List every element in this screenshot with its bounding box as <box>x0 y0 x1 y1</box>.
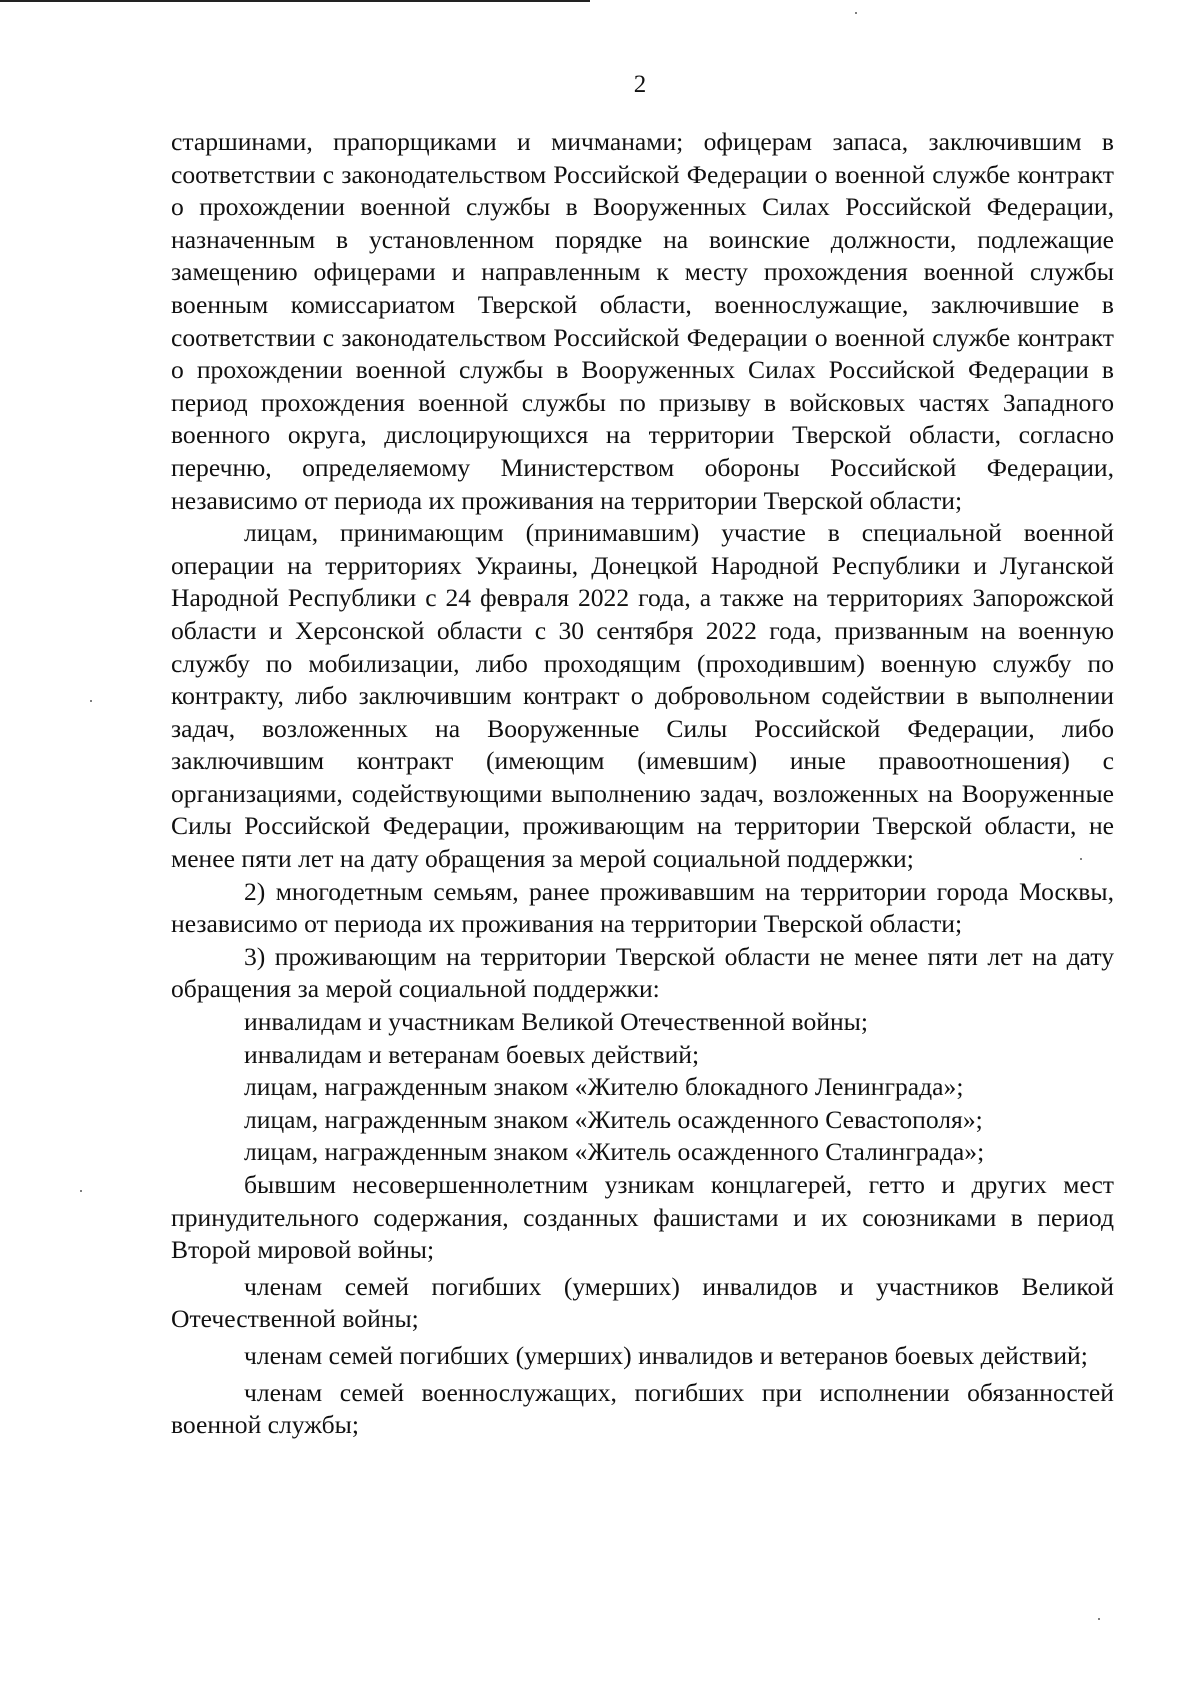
list-item-combat-veterans: инвалидам и ветеранам боевых действий; <box>244 1039 700 1069</box>
list-item-sevastopol: лицам, награжденным знаком «Житель осажденного Севастополя»; <box>244 1104 983 1134</box>
list-item-camp-prisoners: бывшим несовершеннолетним узникам концлагерей, гетто и других мест принудительного содержания, созданных фашистами и их союзниками в период Второй мировой войны; <box>171 1170 1114 1265</box>
scan-edge-line <box>0 0 590 2</box>
list-item-leningrad: лицам, награжденным знаком «Жителю блокадного Ленинграда»; <box>244 1072 964 1102</box>
paragraph-svo-participants: лицам, принимающим (принимавшим) участие в специальной военной операции на территориях Украины, Донецкой Народной Республики и Луганской Народной Республики с 24 февраля 2022 года, а также на территориях Запорожской области и Херсонской области с 30 сентября 2022 года, призванным на военную службу по мобилизации, либо проходящим (проходившим) военную службу по контракту, либо заключившим контракт о добровольном содействии в выполнении задач, возложенных на Вооруженные Силы Российской Федерации, либо заключившим контракт (имеющим (имевшим) иные правоотношения) с организациями, содействующими выполнению задач, возложенных на Вооруженные Силы Российской Федерации, проживающим на территории Тверской области, не менее пяти лет на дату обращения за мерой социальной поддержки; <box>171 518 1114 874</box>
list-item-wwii-families: членам семей погибших (умерших) инвалидов и участников Великой Отечественной войны; <box>171 1271 1114 1334</box>
paragraph-item-2: 2) многодетным семьям, ранее проживавшим на территории города Москвы, независимо от периода их проживания на территории Тверской области; <box>171 876 1114 939</box>
scan-speck <box>1080 858 1082 860</box>
scan-speck <box>1098 1618 1100 1620</box>
page-number: 2 <box>633 71 647 98</box>
paragraph-continuation: старшинами, прапорщиками и мичманами; офицерам запаса, заключившим в соответствии с законодательством Российской Федерации о военной службе контракт о прохождении военной службы в Вооруженных Силах Российской Федерации, назначенным в установленном порядке на воинские должности, подлежащие замещению офицерами и направленным к месту прохождения военной службы военным комиссариатом Тверской области, военнослужащие, заключившие в соответствии с законодательством Российской Федерации о военной службе контракт о прохождении военной службы в Вооруженных Силах Российской Федерации в период прохождения военной службы по призыву в войсковых частях Западного военного округа, дислоцирующихся на территории Тверской области, согласно перечню, определяемому Министерством обороны Российской Федерации, независимо от периода их проживания на территории Тверской области; <box>171 127 1114 515</box>
paragraph-item-3: 3) проживающим на территории Тверской области не менее пяти лет на дату обращения за мерой социальной поддержки: <box>171 941 1114 1004</box>
scan-speck <box>80 1190 82 1192</box>
list-item-stalingrad: лицам, награжденным знаком «Житель осажденного Сталинграда»; <box>244 1137 985 1167</box>
list-item-combat-families: членам семей погибших (умерших) инвалидов и ветеранов боевых действий; <box>244 1340 1088 1370</box>
list-item-service-families: членам семей военнослужащих, погибших при исполнении обязанностей военной службы; <box>171 1377 1114 1440</box>
document-body <box>171 126 1114 1442</box>
scan-speck <box>90 700 92 702</box>
list-item-wwii-veterans: инвалидам и участникам Великой Отечественной войны; <box>244 1007 868 1037</box>
scan-speck <box>855 12 857 14</box>
